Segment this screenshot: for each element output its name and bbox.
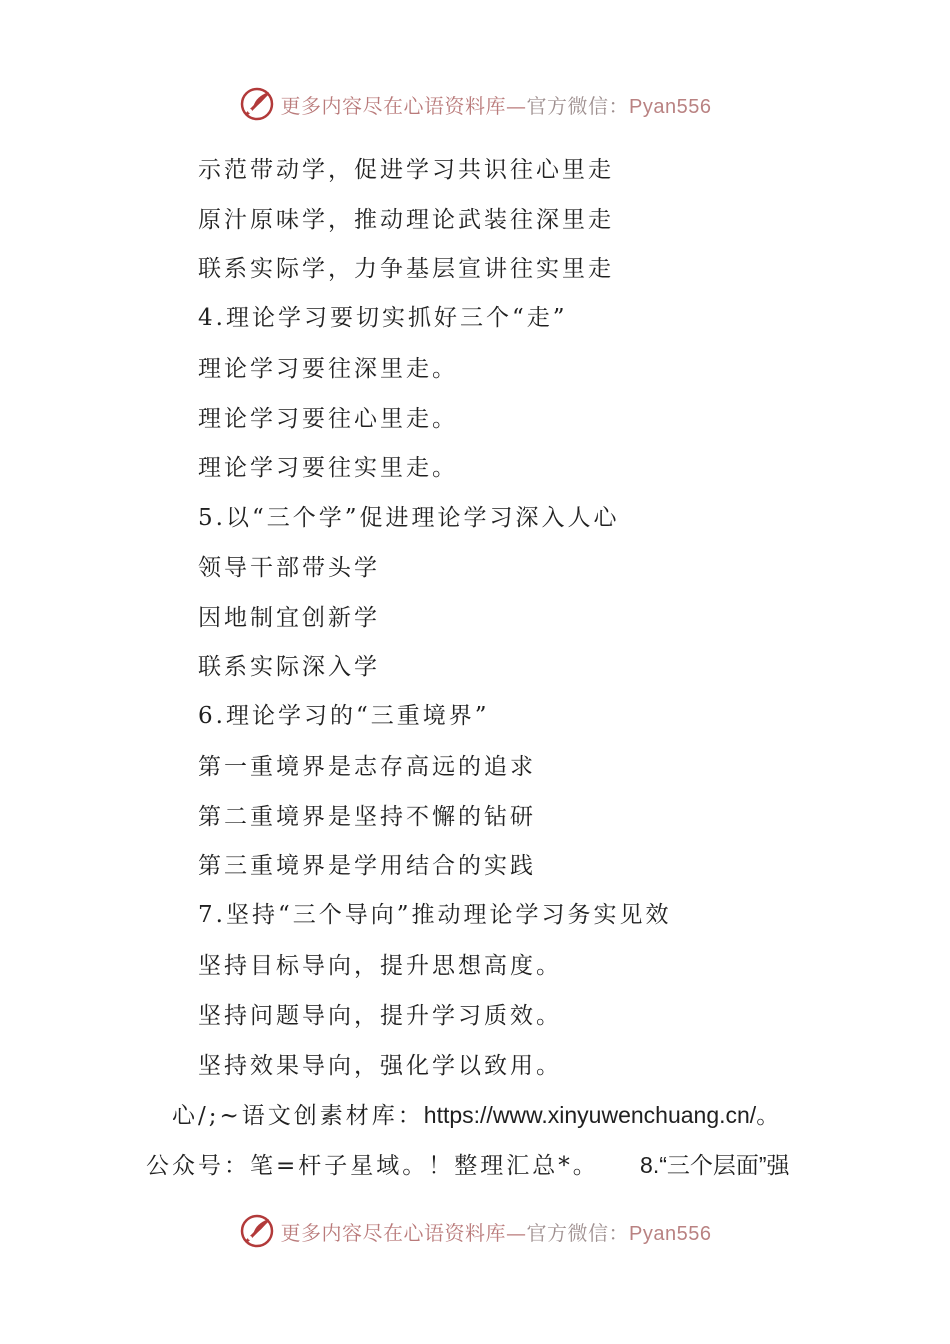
text-line: 联系实际学，力争基层宣讲往实里走: [198, 256, 614, 282]
banner-wechat-id: Pyan556: [629, 95, 712, 118]
section-heading-5: 5.以“三个学”促进理论学习深入人心: [198, 505, 620, 531]
banner-text: [281, 1217, 712, 1246]
source-prefix: 心/;~语文创素材库：: [172, 1103, 424, 1129]
text-line: 因地制宜创新学: [198, 605, 380, 631]
section-heading-4: 4.理论学习要切实抓好三个“走”: [198, 305, 568, 331]
quill-logo-icon: [239, 86, 275, 122]
header-banner: [0, 82, 950, 126]
text-line: 坚持效果导向，强化学以致用。: [198, 1053, 562, 1079]
banner-dash: —: [506, 1220, 527, 1245]
source-suffix: 。: [756, 1103, 783, 1129]
quill-logo-icon: [239, 1213, 275, 1249]
banner-text: [281, 90, 712, 119]
source-line: [172, 1100, 782, 1131]
public-account-text: 公众号：笔=杆子星域。！整理汇总*。: [146, 1153, 599, 1179]
banner-wechat-id: Pyan556: [629, 1222, 712, 1245]
text-line: 领导干部带头学: [198, 555, 380, 581]
text-line: 第一重境界是志存高远的追求: [198, 754, 536, 780]
banner-main: 更多内容尽在心语资料库: [280, 93, 507, 118]
text-line: 第二重境界是坚持不懈的钻研: [198, 804, 536, 830]
banner-dash: —: [506, 93, 527, 118]
text-line: 原汁原味学，推动理论武装往深里走: [198, 207, 614, 233]
section-heading-6: 6.理论学习的“三重境界”: [198, 703, 490, 729]
source-url-link[interactable]: https://www.xinyuwenchuang.cn/: [423, 1102, 757, 1128]
text-line: 理论学习要往深里走。: [198, 356, 458, 382]
banner-main: 更多内容尽在心语资料库: [280, 1220, 507, 1245]
text-line: 示范带动学，促进学习共识往心里走: [198, 157, 614, 183]
text-line: 理论学习要往实里走。: [198, 455, 458, 481]
text-line: 坚持问题导向，提升学习质效。: [198, 1003, 562, 1029]
banner-wechat-label: 官方微信：: [526, 1220, 630, 1245]
section-heading-8-start: 8.“三个层面”强: [640, 1152, 790, 1178]
public-account-line: [146, 1150, 790, 1181]
footer-banner: [0, 1209, 950, 1253]
section-heading-7: 7.坚持“三个导向”推动理论学习务实见效: [198, 902, 672, 928]
text-line: 理论学习要往心里走。: [198, 406, 458, 432]
text-line: 坚持目标导向，提升思想高度。: [198, 953, 562, 979]
banner-wechat-label: 官方微信：: [526, 93, 630, 118]
text-line: 第三重境界是学用结合的实践: [198, 853, 536, 879]
text-line: 联系实际深入学: [198, 654, 380, 680]
